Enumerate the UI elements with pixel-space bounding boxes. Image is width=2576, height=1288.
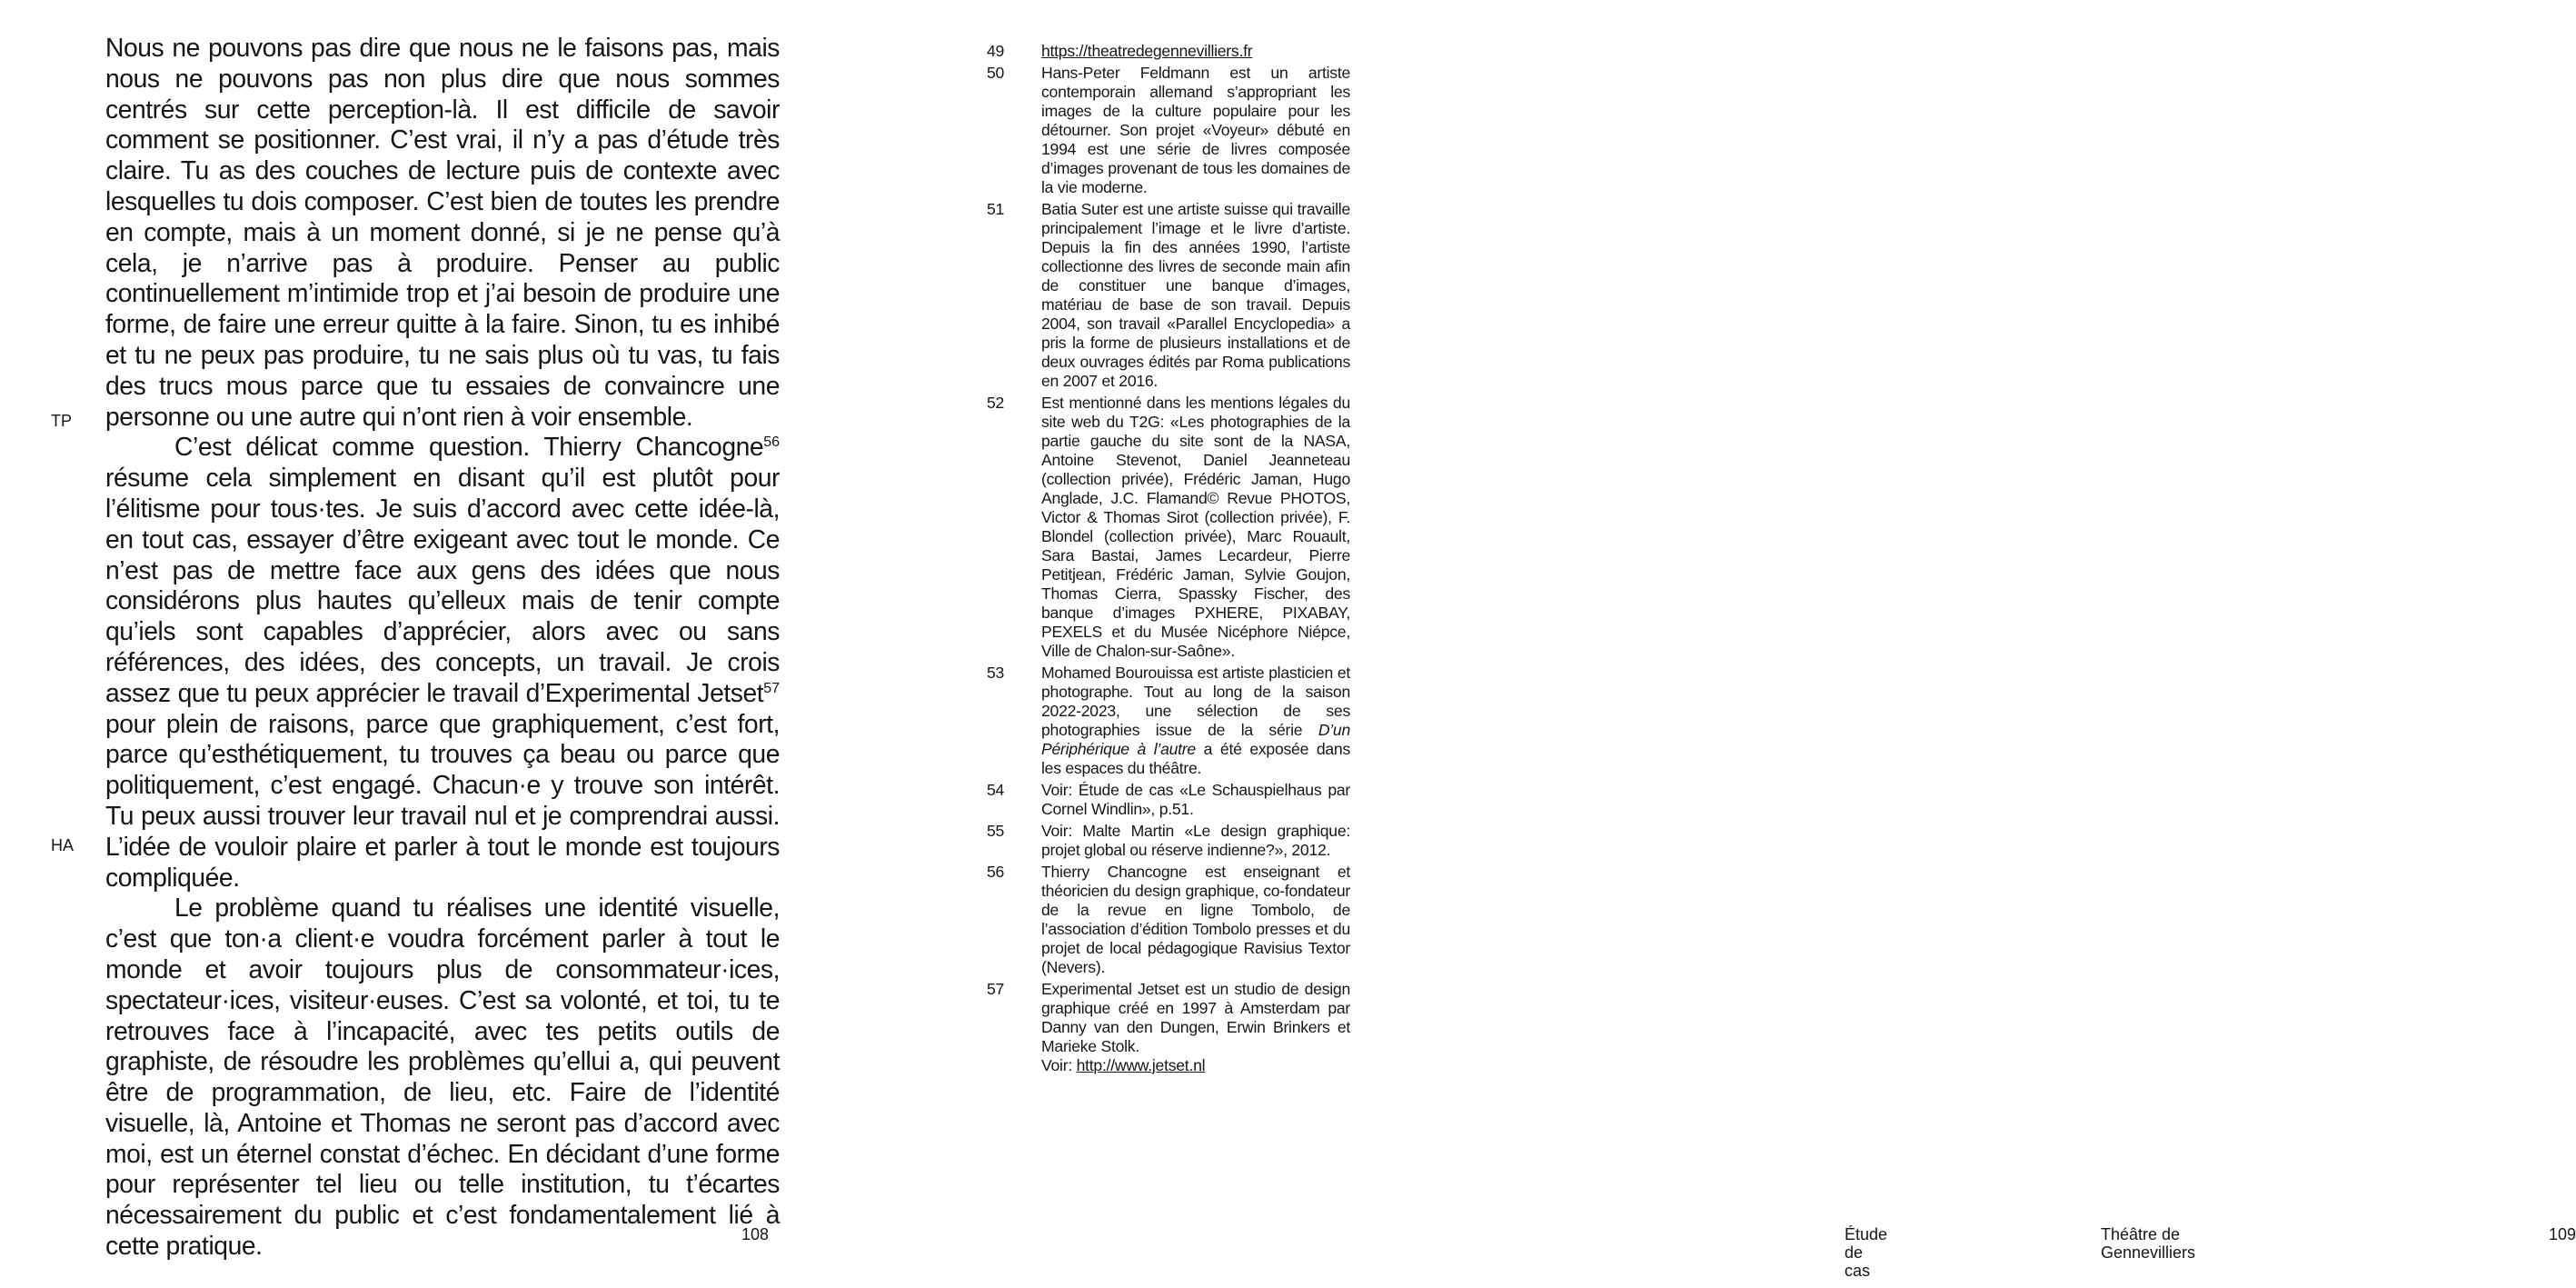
right-page: [872, 0, 2576, 1288]
footnote-number: 57: [987, 980, 1005, 998]
running-footer-venue: Théâtre de Gennevilliers: [2101, 1225, 2196, 1262]
paragraph-1: Nous ne pouvons pas dire que nous ne le faisons pas, mais nous ne pouvons pas non plus dire que nous sommes centrés sur cette perception-là. Il est difficile de savoir comment se positionner. C’est vrai, il n’y a pas d’étude très claire. Tu as des couches de lecture puis de contexte avec lesquelles tu dois composer. C’est bien de toutes les prendre en compte, mais à un moment donné, si je ne pense qu’à cela, je n’arrive pas à produire. Penser au public continuellement m’intimide trop et j’ai besoin de produire une forme, de faire une erreur quitte à la faire. Sinon, tu es inhibé et tu ne peux pas produire, tu ne sais plus où tu vas, tu fais des trucs mous parce que tu essaies de convaincre une personne ou une autre qui n’ont rien à voir ensemble.: [105, 33, 780, 431]
paragraph-2-part-1: C’est délicat comme question. Thierry Chancogne: [174, 432, 764, 462]
footnote-text: Voir: Malte Martin «Le design graphique: projet global ou réserve indienne?», 2012.: [1041, 822, 1350, 859]
footnote-text: Voir: Étude de cas «Le Schauspielhaus par Cornel Windlin», p.51.: [1041, 781, 1350, 818]
footnote-number: 53: [987, 664, 1005, 682]
paragraph-2-part-3: pour plein de raisons, parce que graphiquement, c’est fort, parce qu’esthétiquement, tu trouves ça beau ou parce que politiquement, c’est engagé. Chacun·e y trouve son intérêt. Tu peux aussi trouver leur travail nul et je comprendrai aussi. L’idée de vouloir plaire et parler à tout le monde est toujours compliquée.: [105, 708, 780, 892]
footnote-text-body: Experimental Jetset est un studio de design graphique créé en 1997 à Amsterdam par Danny van den Dungen, Erwin Brinkers et Marieke Stolk.: [1041, 980, 1350, 1055]
footnote-54: [987, 781, 1350, 819]
footnote-49: [987, 42, 1350, 61]
speaker-label-ha: HA: [51, 836, 75, 854]
footnote-ref-57: 57: [763, 680, 780, 696]
footnote-text-before: Mohamed Bourouissa est artiste plasticien et photographe. Tout au long de la saison 2022-2023, une sélection de ses photographies issue de la série: [1041, 664, 1350, 739]
footnote-number: 49: [987, 42, 1005, 60]
footnote-text: Batia Suter est une artiste suisse qui travaille principalement l’image et le livre d’artiste. Depuis la fin des années 1990, l’artiste collectionne des livres de seconde main afin de constituer une banque d’images, matériau de base de son travail. Depuis 2004, son travail «Parallel Encyclopedia» a pris la forme de plusieurs installations et de deux ouvrages édités par Roma publications en 2007 et 2016.: [1041, 200, 1350, 390]
footnote-56: [987, 863, 1350, 977]
footnote-51: [987, 200, 1350, 391]
footnote-57: [987, 980, 1350, 1075]
series-title: D’un Périphérique à l’autre: [1041, 721, 1350, 758]
footnote-55: [987, 822, 1350, 860]
see-label: Voir:: [1041, 1056, 1077, 1074]
page-number-right: 109: [2549, 1225, 2576, 1243]
footnote-text: Hans-Peter Feldmann est un artiste contemporain allemand s’appropriant les images de la culture populaire pour les détourner. Son projet «Voyeur» débuté en 1994 est une série de livres composée d’images provenant de tous les domaines de la vie moderne.: [1041, 64, 1350, 196]
footnote-number: 54: [987, 781, 1005, 799]
paragraph-2: [105, 432, 780, 893]
paragraph-2-part-2: résume cela simplement en disant qu’il est plutôt pour l’élitisme pour tous·tes. Je suis d’accord avec cette idée-là, en tout cas, essayer d’être exigeant avec tout le monde. Ce n’est pas de mettre face aux gens des idées que nous considérons plus hautes qu’elleux mais de tenir compte qu’iels sont capables d’apprécier, alors avec ou sans références, des idées, des concepts, un travail. Je crois assez que tu peux apprécier le travail d’Experimental Jetset: [105, 463, 780, 707]
footnote-text: Thierry Chancogne est enseignant et théoricien du design graphique, co-fondateur de la revue en ligne Tombolo, de l’association d’édition Tombolo presses et du projet de local pédagogique Ravisius Textor (Nevers).: [1041, 863, 1350, 976]
running-footer-section: Étude de cas: [1845, 1225, 1888, 1280]
left-page: [0, 0, 872, 1288]
footnote-53: [987, 664, 1350, 778]
speaker-label-tp: TP: [51, 412, 73, 430]
footnote-text-after: a été exposée dans les espaces du théâtre.: [1041, 740, 1350, 777]
footnote-number: 52: [987, 394, 1005, 412]
paragraph-3: Le problème quand tu réalises une identité visuelle, c’est que ton·a client·e voudra forcément parler à tout le monde et avoir toujours plus de consommateur·ices, spectateur·ices, visiteur·euses. C’est sa volonté, et toi, tu te retrouves face à l’incapacité, avec tes petits outils de graphiste, de résoudre les problèmes qu’ellui a, qui peuvent être de programmation, de lieu, etc. Faire de l’identité visuelle, là, Antoine et Thomas ne seront pas d’accord avec moi, est un éternel constat d’échec. En décidant d’une forme pour représenter tel lieu ou telle institution, tu t’écartes nécessairement du public et c’est fondamentalement lié à cette pratique.: [105, 893, 780, 1261]
footnotes: [987, 42, 1350, 1078]
interview-text: [105, 33, 780, 1262]
footnote-ref-56: 56: [763, 434, 780, 451]
footnote-52: [987, 394, 1350, 661]
footnote-text: Est mentionné dans les mentions légales du site web du T2G: «Les photographies de la partie gauche du site sont de la NASA, Antoine Stevenot, Daniel Jeanneteau (collection privée), Frédéric Jaman, Hugo Anglade, J.C. Flamand© Revue PHOTOS, Victor & Thomas Sirot (collection privée), F. Blondel (collection privée), Marc Rouault, Sara Bastai, James Lecardeur, Pierre Petitjean, Frédéric Jaman, Sylvie Goujon, Thomas Cierra, Spassky Fischer, des banque d’images PXHERE, PIXABAY, PEXELS et du Musée Nicéphore Niépce, Ville de Chalon-sur-Saône».: [1041, 394, 1350, 660]
footnote-50: [987, 64, 1350, 197]
jetset-website-link[interactable]: http://www.jetset.nl: [1076, 1056, 1206, 1074]
footnote-text: [1041, 980, 1350, 1075]
footnote-number: 55: [987, 822, 1005, 840]
footnote-number: 50: [987, 64, 1005, 82]
footnote-number: 51: [987, 200, 1005, 218]
footnote-number: 56: [987, 863, 1005, 881]
footnote-text: [1041, 664, 1350, 778]
footnote-text: [1041, 42, 1350, 61]
page-number-left: 108: [741, 1225, 770, 1243]
theatre-website-link[interactable]: https://theatredegennevilliers.fr: [1041, 42, 1253, 60]
